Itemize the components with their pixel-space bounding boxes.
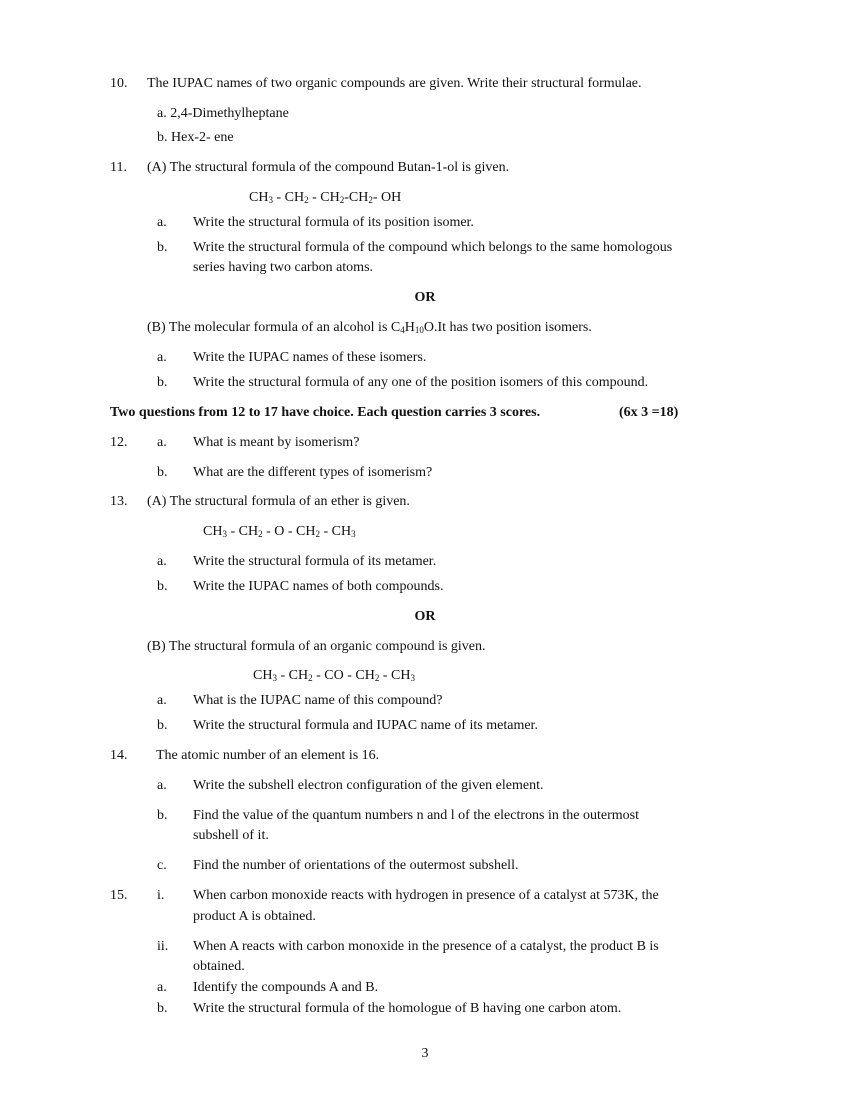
q15-b-label: b. — [157, 1001, 168, 1016]
q15-a-text: Identify the compounds A and B. — [193, 980, 379, 995]
q13-b-formula: $CH_3 - CH_2$ - CO - $CH_2 - CH_3$ — [253, 668, 415, 683]
q11-a-b-text-line1: Write the structural formula of the compound which belongs to the same homologous — [193, 240, 673, 255]
q11-b-text: (B) The molecular formula of an alcohol is $C_4H_{10}O.It$ has two position isomers. — [147, 320, 592, 335]
q13-b-b-label: b. — [157, 718, 168, 733]
q13-or: OR — [414, 609, 436, 624]
q13-a-formula: $CH_3 - CH_2$ - O - $CH_2 - CH_3$ — [203, 524, 356, 539]
q13-b-text: (B) The structural formula of an organic compound is given. — [147, 639, 486, 654]
q10-option-b: b. Hex-2- ene — [157, 130, 234, 145]
q15-i-text-line2: product A is obtained. — [193, 909, 316, 924]
q13-a-a-text: Write the structural formula of its metamer. — [193, 554, 437, 569]
q11-a-a-label: a. — [157, 215, 167, 230]
q15-i-text-line1: When carbon monoxide reacts with hydrogen in presence of a catalyst at 573K, the — [193, 888, 659, 903]
q15-ii-text-line1: When A reacts with carbon monoxide in the presence of a catalyst, the product B is — [193, 939, 659, 954]
q11-or: OR — [414, 290, 436, 305]
q14-c-label: c. — [157, 858, 167, 873]
q13-b-b-text: Write the structural formula and IUPAC name of its metamer. — [193, 718, 538, 733]
q11-b-a-text: Write the IUPAC names of these isomers. — [193, 350, 427, 365]
section-instruction: Two questions from 12 to 17 have choice. Each question carries 3 scores. — [110, 405, 541, 420]
q13-b-a-text: What is the IUPAC name of this compound? — [193, 693, 443, 708]
q10-number: 10. — [110, 76, 128, 91]
q15-number: 15. — [110, 888, 128, 903]
q13-a-b-text: Write the IUPAC names of both compounds. — [193, 579, 444, 594]
q15-ii-label: ii. — [157, 939, 169, 954]
q12-b-text: What are the different types of isomerism? — [193, 465, 433, 480]
q14-text: The atomic number of an element is 16. — [156, 748, 380, 763]
q12-a-text: What is meant by isomerism? — [193, 435, 360, 450]
q11-b-b-label: b. — [157, 375, 168, 390]
q13-a-text: (A) The structural formula of an ether is given. — [147, 494, 410, 509]
q12-number: 12. — [110, 435, 128, 450]
q11-b-a-label: a. — [157, 350, 167, 365]
q10-option-a: a. 2,4-Dimethylheptane — [157, 106, 289, 121]
q14-b-text-line2: subshell of it. — [193, 828, 269, 843]
q13-a-a-label: a. — [157, 554, 167, 569]
q15-b-text: Write the structural formula of the homologue of B having one carbon atom. — [193, 1001, 622, 1016]
q12-b-label: b. — [157, 465, 168, 480]
page-number: 3 — [421, 1046, 429, 1061]
q11-a-b-text-line2: series having two carbon atoms. — [193, 260, 374, 275]
q14-a-label: a. — [157, 778, 167, 793]
q11-b-b-text: Write the structural formula of any one of the position isomers of this compound. — [193, 375, 649, 390]
section-marks: (6x 3 =18) — [619, 405, 679, 420]
q11-number: 11. — [110, 160, 127, 175]
q13-number: 13. — [110, 494, 128, 509]
q14-number: 14. — [110, 748, 128, 763]
q15-ii-text-line2: obtained. — [193, 959, 245, 974]
q13-b-a-label: a. — [157, 693, 167, 708]
q15-a-label: a. — [157, 980, 167, 995]
q12-a-label: a. — [157, 435, 167, 450]
q11-a-a-text: Write the structural formula of its position isomer. — [193, 215, 474, 230]
q11-a-text: (A) The structural formula of the compound Butan-1-ol is given. — [147, 160, 510, 175]
q14-b-label: b. — [157, 808, 168, 823]
q14-c-text: Find the number of orientations of the outermost subshell. — [193, 858, 519, 873]
q15-i-label: i. — [157, 888, 165, 903]
q11-a-formula: $CH_3 - CH_2 - CH_2-CH_2-$ OH — [249, 190, 402, 205]
q10-text: The IUPAC names of two organic compounds are given. Write their structural formulae. — [147, 76, 642, 91]
q11-a-b-label: b. — [157, 240, 168, 255]
q13-a-b-label: b. — [157, 579, 168, 594]
q14-b-text-line1: Find the value of the quantum numbers n and l of the electrons in the outermost — [193, 808, 639, 823]
q14-a-text: Write the subshell electron configuration of the given element. — [193, 778, 544, 793]
